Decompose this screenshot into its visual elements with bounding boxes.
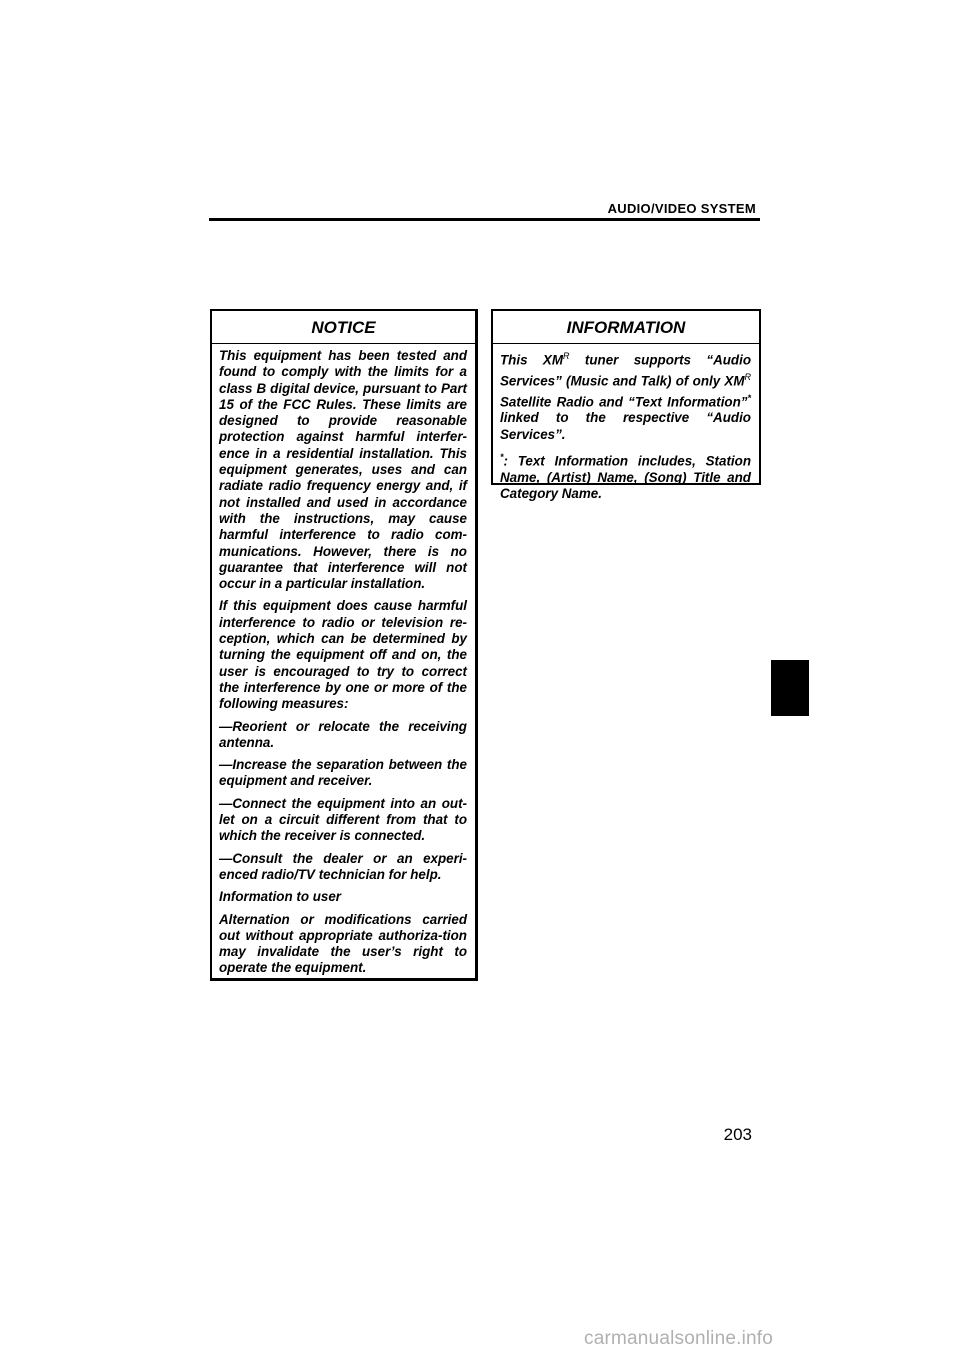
section-header-title: AUDIO/VIDEO SYSTEM	[607, 201, 756, 216]
notice-paragraph: If this equipment does cause harmful interference to radio or television re-ception, which can be determined by turning the equipment off and on, the user is encouraged to try to correct the interference by one or more of the following measures:	[219, 598, 467, 712]
notice-paragraph: —Consult the dealer or an experi-enced radio/TV technician for help.	[219, 850, 467, 882]
information-footnote	[500, 449, 751, 502]
information-paragraph	[500, 348, 751, 443]
notice-paragraph: —Connect the equipment into an out-let on a circuit different from that to which the receiver is connected.	[219, 795, 467, 844]
information-box	[491, 309, 761, 501]
information-text: This XM	[500, 352, 563, 368]
notice-paragraph: This equipment has been tested and found to comply with the limits for a class B digital device, pursuant to Part 15 of the FCC Rules. These limits are designed to provide reasonable protection against harmful interfer-ence in a residential installation. This equipment generates, uses and can radiate radio frequency energy and, if not installed and used in accordance with the instructions, may cause harmful interference to radio com-munications. However, there is no guarantee that interference will not occur in a particular installation.	[219, 348, 467, 592]
registered-mark: R	[563, 351, 570, 361]
notice-paragraph: Information to user	[219, 889, 342, 905]
notice-paragraph: Alternation or modifications carried out without appropriate authoriza-tion may invalidate the user’s right to operate the equipment.	[219, 911, 467, 976]
notice-box	[210, 309, 478, 981]
information-footnote-text: : Text Information includes, Station Name, (Artist) Name, (Song) Title and Category Name.	[500, 453, 751, 501]
header-rule	[209, 218, 760, 221]
footnote-asterisk: *	[500, 451, 504, 462]
information-text: Satellite Radio and “Text Information”	[500, 394, 748, 409]
notice-title: NOTICE	[212, 311, 475, 344]
information-text: tuner supports “Audio Services” (Music and Talk) of only XM	[500, 352, 752, 389]
section-tab-marker	[771, 660, 809, 716]
registered-mark: R	[744, 371, 751, 382]
page-number: 203	[723, 1125, 752, 1144]
notice-paragraph: —Reorient or relocate the receiving antenna.	[219, 718, 467, 750]
footnote-asterisk: *	[747, 392, 751, 403]
watermark: carmanualsonline.info	[584, 1328, 774, 1349]
information-body	[493, 344, 759, 502]
notice-body	[212, 344, 475, 977]
notice-paragraph: —Increase the separation between the equipment and receiver.	[219, 757, 467, 789]
information-title: INFORMATION	[493, 311, 759, 344]
information-text: linked to the respective “Audio Services”.	[500, 410, 751, 442]
